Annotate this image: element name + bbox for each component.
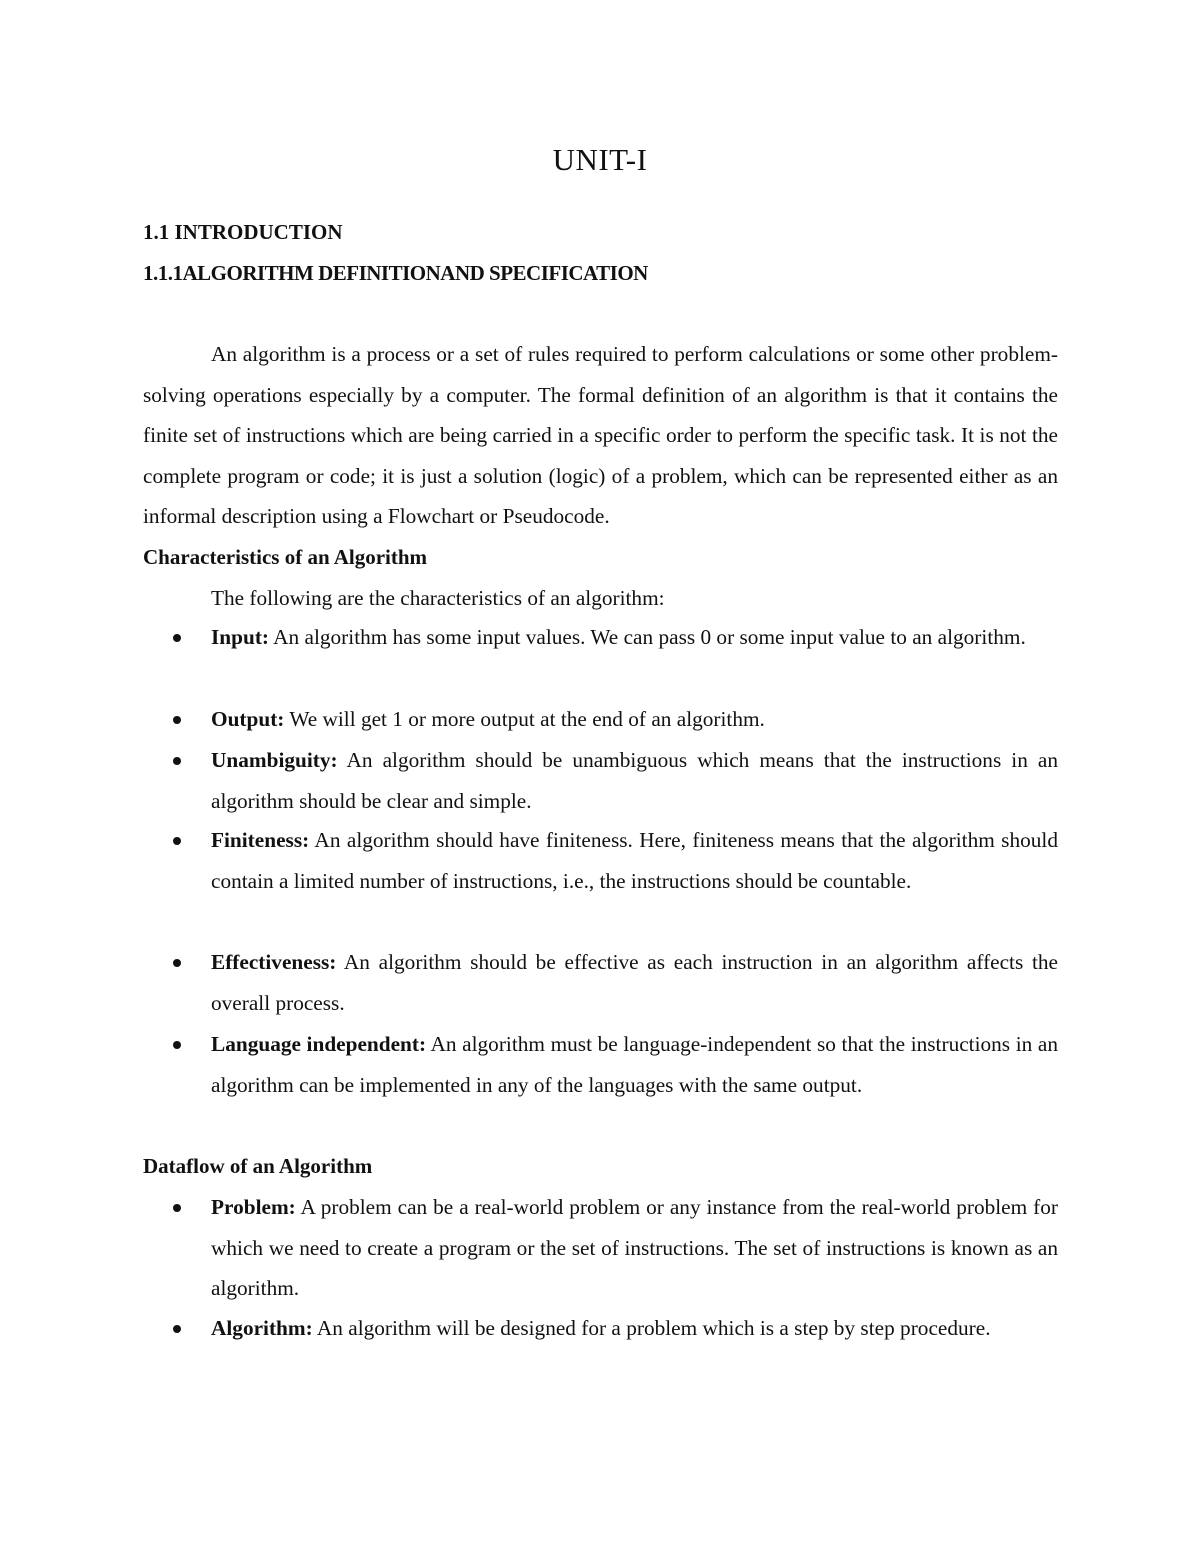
bullet-text: We will get 1 or more output at the end of an algorithm. [284, 707, 765, 731]
bullet-icon [173, 1325, 181, 1333]
list-item [211, 1187, 1058, 1309]
list-item [211, 1308, 1058, 1349]
section-heading: 1.1 INTRODUCTION [143, 220, 343, 244]
bullet-icon [173, 1204, 181, 1212]
bullet-term: Effectiveness: [211, 950, 337, 974]
intro-paragraph: An algorithm is a process or a set of rules required to perform calculations or some other problem-solving operations especially by a computer. The formal definition of an algorithm is that it contains the finite set of instructions which are being carried in a specific order to perform the specific task. It is not the complete program or code; it is just a solution (logic) of a problem, which can be represented either as an informal description using a Flowchart or Pseudocode. [143, 342, 1058, 529]
bullet-icon [173, 837, 181, 845]
bullet-text: An algorithm should have finiteness. Here, finiteness means that the algorithm should contain a limited number of instructions, i.e., the instructions should be countable. [211, 828, 1058, 893]
bullet-icon [173, 716, 181, 724]
list-item [211, 820, 1058, 901]
bullet-text: An algorithm should be unambiguous which means that the instructions in an algorithm should be clear and simple. [211, 748, 1058, 813]
bullet-text: A problem can be a real-world problem or any instance from the real-world problem for which we need to create a program or the set of instructions. The set of instructions is known as an algorithm. [211, 1195, 1058, 1301]
bullet-icon [173, 757, 181, 765]
bullet-term: Output: [211, 707, 285, 731]
bullet-term: Language independent: [211, 1032, 427, 1056]
dataflow-heading: Dataflow of an Algorithm [143, 1154, 373, 1178]
bullet-term: Unambiguity: [211, 748, 338, 772]
unit-title: UNIT-I [552, 142, 648, 177]
list-item [211, 740, 1058, 821]
bullet-term: Algorithm: [211, 1316, 313, 1340]
list-item [211, 699, 1058, 740]
bullet-text: An algorithm has some input values. We can pass 0 or some input value to an algorithm. [269, 625, 1026, 649]
list-item [211, 617, 1058, 658]
characteristics-heading: Characteristics of an Algorithm [143, 545, 428, 569]
bullet-icon [173, 634, 181, 642]
characteristics-intro: The following are the characteristics of an algorithm: [211, 586, 665, 610]
bullet-term: Finiteness: [211, 828, 310, 852]
bullet-icon [173, 959, 181, 967]
subsection-heading: 1.1.1ALGORITHM DEFINITIONAND SPECIFICATION [143, 261, 648, 285]
bullet-text: An algorithm will be designed for a problem which is a step by step procedure. [312, 1316, 991, 1340]
list-item [211, 942, 1058, 1023]
bullet-icon [173, 1041, 181, 1049]
list-item [211, 1024, 1058, 1105]
bullet-text: An algorithm must be language-independent so that the instructions in an algorithm can be implemented in any of the languages with the same output. [211, 1032, 1058, 1097]
bullet-text: An algorithm should be effective as each instruction in an algorithm affects the overall process. [211, 950, 1058, 1015]
bullet-term: Input: [211, 625, 270, 649]
bullet-term: Problem: [211, 1195, 296, 1219]
